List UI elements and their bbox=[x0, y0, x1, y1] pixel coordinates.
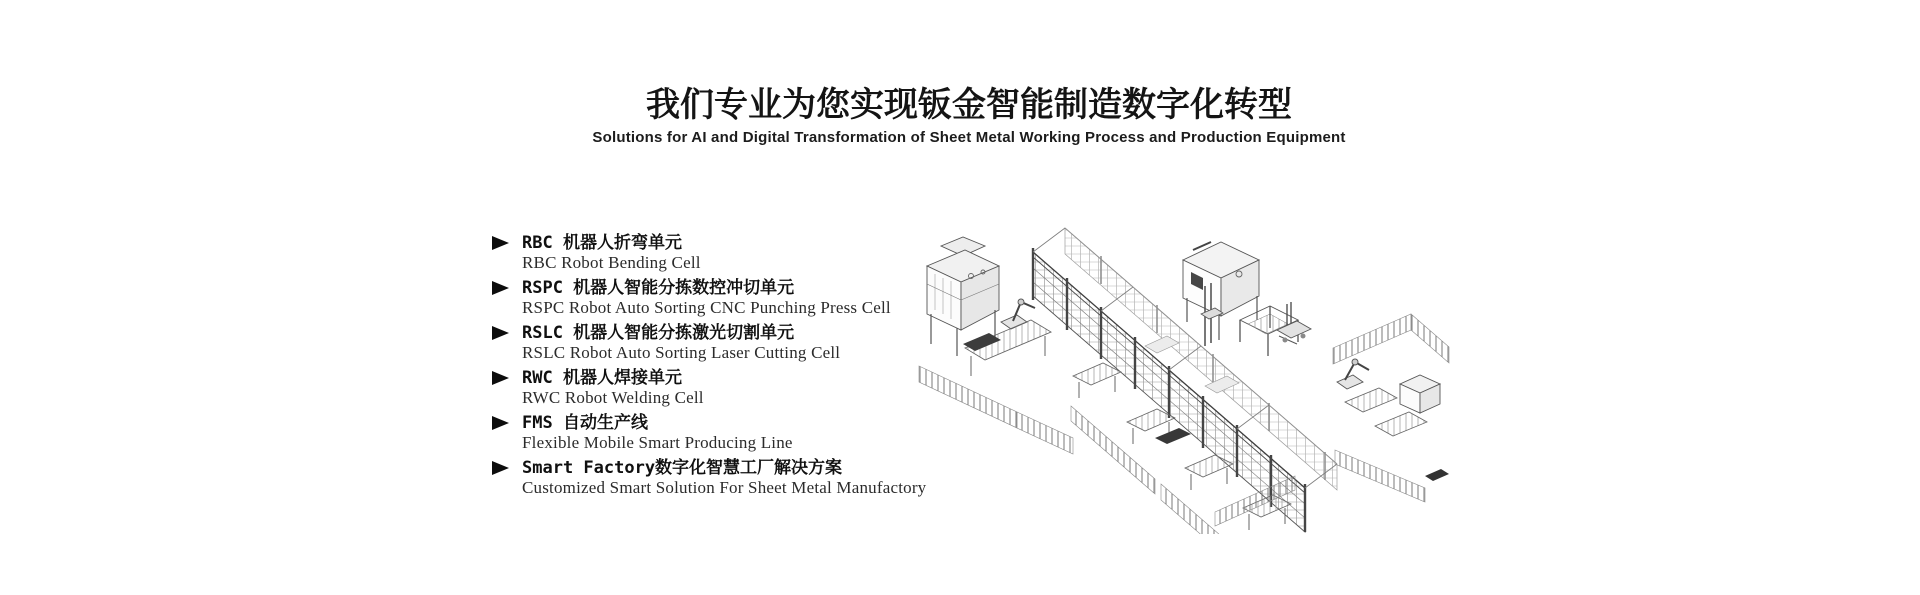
capability-item-smart-factory bbox=[492, 458, 926, 497]
page-title: 我们专业为您实现钣金智能制造数字化转型 bbox=[646, 85, 1292, 125]
capability-title-zh: FMS 自动生产线 bbox=[522, 413, 648, 433]
capability-list bbox=[492, 233, 926, 503]
capability-title-zh: RBC 机器人折弯单元 bbox=[522, 233, 682, 253]
capability-title-en: Flexible Mobile Smart Producing Line bbox=[522, 433, 793, 452]
arrow-bullet-icon bbox=[492, 281, 509, 295]
capability-item-rslc bbox=[492, 323, 926, 362]
production-line-illustration bbox=[905, 226, 1450, 534]
capability-title-zh: RWC 机器人焊接单元 bbox=[522, 368, 682, 388]
capability-title-zh: RSLC 机器人智能分拣激光切割单元 bbox=[522, 323, 795, 343]
capability-item-rwc bbox=[492, 368, 926, 407]
capability-item-fms bbox=[492, 413, 926, 452]
arrow-bullet-icon bbox=[492, 236, 509, 250]
arrow-bullet-icon bbox=[492, 371, 509, 385]
arrow-bullet-icon bbox=[492, 461, 509, 475]
capability-title-en: Customized Smart Solution For Sheet Metal Manufactory bbox=[522, 478, 927, 497]
capability-title-en: RSPC Robot Auto Sorting CNC Punching Press Cell bbox=[522, 298, 891, 317]
page-subtitle: Solutions for AI and Digital Transformation of Sheet Metal Working Process and Production Equipment bbox=[592, 129, 1346, 146]
right-robot-cell bbox=[1333, 314, 1449, 502]
capability-item-rbc bbox=[492, 233, 926, 272]
capability-title-zh: RSPC 机器人智能分拣数控冲切单元 bbox=[522, 278, 795, 298]
capability-item-rspc bbox=[492, 278, 926, 317]
arrow-bullet-icon bbox=[492, 326, 509, 340]
capability-title-en: RSLC Robot Auto Sorting Laser Cutting Cell bbox=[522, 343, 841, 362]
hero-heading-block bbox=[0, 84, 1920, 147]
punching-press-machine bbox=[1183, 242, 1259, 340]
capability-title-en: RBC Robot Bending Cell bbox=[522, 253, 701, 272]
arrow-bullet-icon bbox=[492, 416, 509, 430]
capability-title-zh: Smart Factory数字化智慧工厂解决方案 bbox=[522, 458, 843, 478]
capability-title-en: RWC Robot Welding Cell bbox=[522, 388, 704, 407]
